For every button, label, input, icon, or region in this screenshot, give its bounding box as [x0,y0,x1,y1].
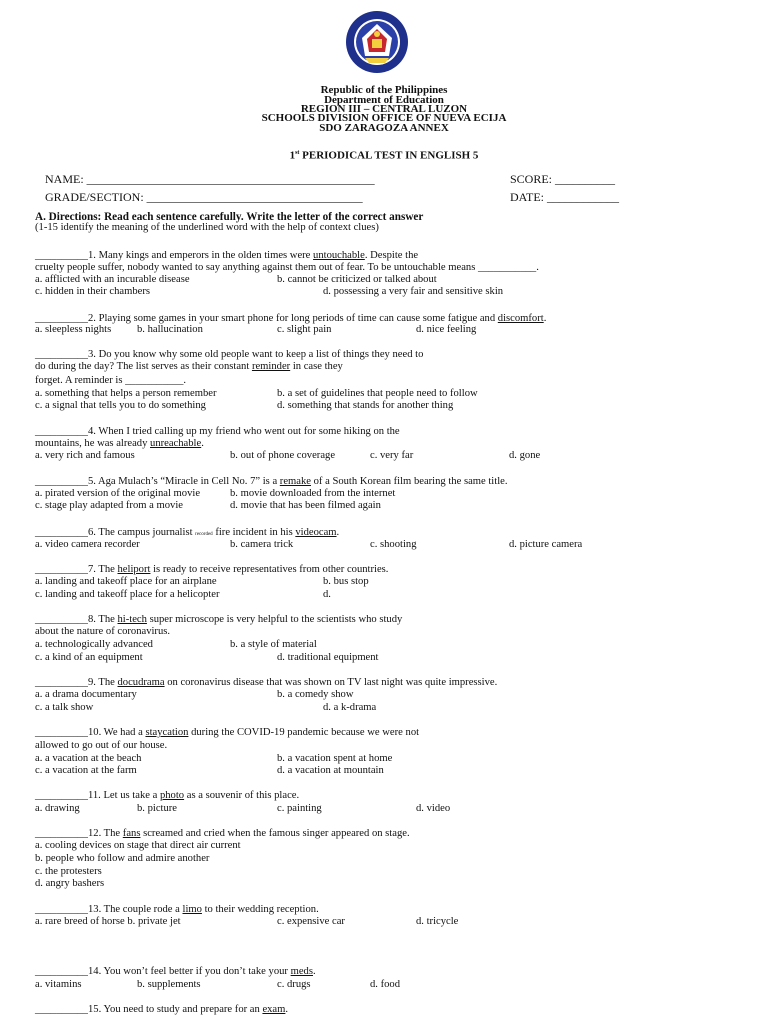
q14-option-d: d. food [370,979,401,990]
q3-option-d: d. something that stands for another thing [277,400,454,411]
header-region: REGION III – CENTRAL LUZON [300,103,468,115]
question-4: __________4. When I tried calling up my friend who went out for some hiking on the [35,426,400,437]
question-8-line2: about the nature of coronavirus. [35,626,171,637]
q2-option-d: d. nice feeling [416,324,477,335]
q1-option-a: a. afflicted with an incurable disease [35,274,190,285]
q5-option-c: c. stage play adapted from a movie [35,500,183,511]
name-field[interactable]: NAME: ________________________________________________ [45,172,375,186]
q4-option-c: c. very far [370,450,414,461]
directions-heading: A. Directions: Read each sentence carefully. Write the letter of the correct answer [35,211,424,223]
q5-option-d: d. movie that has been filmed again [230,500,381,511]
question-3-line3: forget. A reminder is ___________. [35,375,187,386]
question-5: __________5. Aga Mulach’s “Miracle in Cell No. 7” is a remake of a South Korean film bearing the same title. [35,476,508,487]
q1-option-b: b. cannot be criticized or talked about [277,274,437,285]
q13-option-c: c. expensive car [277,916,345,927]
q6-option-b: b. camera trick [230,539,294,550]
question-4-line2: mountains, he was already unreachable. [35,438,204,449]
score-field[interactable]: SCORE: __________ [510,172,616,186]
question-12: __________12. The fans screamed and cried when the famous singer appeared on stage. [35,828,410,839]
q9-option-c: c. a talk show [35,702,94,713]
question-3: __________3. Do you know why some old people want to keep a list of things they need to [35,349,424,360]
q7-option-b: b. bus stop [323,576,369,587]
q8-option-b: b. a style of material [230,639,317,650]
q10-option-a: a. a vacation at the beach [35,753,142,764]
question-1-line2: cruelty people suffer, nobody wanted to say anything against them out of fear. To be untouchable means ___________. [35,262,539,273]
q1-option-d: d. possessing a very fair and sensitive skin [323,286,504,297]
question-14: __________14. You won’t feel better if you don’t take your meds. [35,966,316,977]
test-title: 1st PERIODICAL TEST IN ENGLISH 5 [289,149,479,162]
q14-option-b: b. supplements [137,979,201,990]
question-10-line2: allowed to go out of our house. [35,740,168,751]
q11-option-b: b. picture [137,803,178,814]
q8-option-a: a. technologically advanced [35,639,153,650]
q1-option-c: c. hidden in their chambers [35,286,151,297]
q12-option-c: c. the protesters [35,866,102,877]
q2-option-a: a. sleepless nights [35,324,112,335]
q3-option-b: b. a set of guidelines that people need to follow [277,388,478,399]
q14-option-a: a. vitamins [35,979,82,990]
q10-option-d: d. a vacation at mountain [277,765,384,776]
q13-option-d: d. tricycle [416,916,459,927]
date-field[interactable]: DATE: ____________ [510,190,619,204]
q9-option-b: b. a comedy show [277,689,354,700]
q3-option-c: c. a signal that tells you to do something [35,400,206,411]
q7-option-d: d. [323,589,331,600]
q9-option-a: a. a drama documentary [35,689,137,700]
q11-option-d: d. video [416,803,451,814]
q13-option-ab: a. rare breed of horse b. private jet [35,916,181,927]
question-11: __________11. Let us take a photo as a souvenir of this place. [35,790,300,801]
q6-option-c: c. shooting [370,539,417,550]
question-7: __________7. The heliport is ready to receive representatives from other countries. [35,564,389,575]
header-division: SCHOOLS DIVISION OFFICE OF NUEVA ECIJA [261,112,507,124]
header-sdo: SDO ZARAGOZA ANNEX [319,122,449,134]
question-3-line2: do during the day? The list serves as their constant reminder in case they [35,361,343,372]
q7-option-a: a. landing and takeoff place for an airplane [35,576,217,587]
q4-option-b: b. out of phone coverage [230,450,336,461]
question-2: __________2. Playing some games in your smart phone for long periods of time can cause some fatigue and discomfort. [35,313,547,324]
q4-option-a: a. very rich and famous [35,450,135,461]
q11-option-c: c. painting [277,803,322,814]
grade-section-field[interactable]: GRADE/SECTION: ____________________________________ [45,190,363,204]
q8-option-c: c. a kind of an equipment [35,652,143,663]
q6-option-d: d. picture camera [509,539,583,550]
q12-option-b: b. people who follow and admire another [35,853,210,864]
directions-subtext: (1-15 identify the meaning of the underlined word with the help of context clues) [35,222,379,233]
q2-option-b: b. hallucination [137,324,203,335]
question-8: __________8. The hi-tech super microscope is very helpful to the scientists who study [35,614,403,625]
q10-option-b: b. a vacation spent at home [277,753,393,764]
header-republic: Republic of the Philippines [320,84,448,96]
q6-option-a: a. video camera recorder [35,539,140,550]
question-1: __________1. Many kings and emperors in the olden times were untouchable. Despite the [35,250,419,261]
header-department: Department of Education [324,94,444,106]
q5-option-a: a. pirated version of the original movie [35,488,201,499]
question-10: __________10. We had a staycation during the COVID-19 pandemic because we were not [35,727,420,738]
q8-option-d: d. traditional equipment [277,652,379,663]
q9-option-d: d. a k-drama [323,702,377,713]
q5-option-b: b. movie downloaded from the internet [230,488,396,499]
question-13: __________13. The couple rode a limo to their wedding reception. [35,904,319,915]
question-15: __________15. You need to study and prepare for an exam. [35,1004,289,1015]
question-9: __________9. The docudrama on coronavirus disease that was shown on TV last night was quite impressive. [35,677,498,688]
q11-option-a: a. drawing [35,803,80,814]
q12-option-d: d. angry bashers [35,878,105,889]
q4-option-d: d. gone [509,450,541,461]
deped-seal [345,10,409,74]
q2-option-c: c. slight pain [277,324,332,335]
q10-option-c: c. a vacation at the farm [35,765,137,776]
q3-option-a: a. something that helps a person remember [35,388,217,399]
q12-option-a: a. cooling devices on stage that direct air current [35,840,241,851]
question-6: __________6. The campus journalist recorded fire incident in his videocam. [35,527,340,538]
q7-option-c: c. landing and takeoff place for a helicopter [35,589,220,600]
q14-option-c: c. drugs [277,979,311,990]
